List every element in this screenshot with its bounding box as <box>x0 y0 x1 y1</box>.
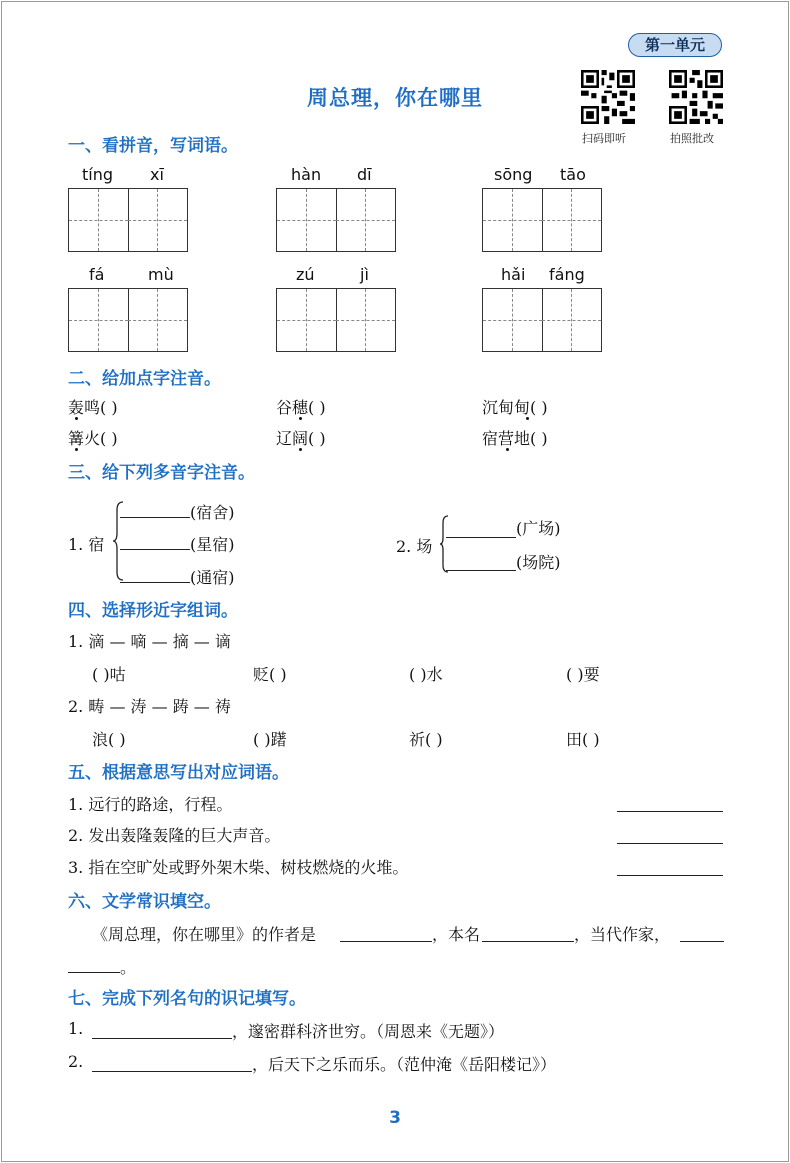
answer-line[interactable] <box>617 843 723 844</box>
pinyin: jì <box>360 265 369 284</box>
answer-line[interactable] <box>446 570 516 571</box>
section-7-title: 七、完成下列名句的识记填写。 <box>68 989 306 1009</box>
answer-line[interactable] <box>120 582 190 583</box>
page-title: 周总理，你在哪里 <box>307 86 483 110</box>
writing-grid[interactable] <box>482 288 602 352</box>
section-6-title: 六、文学常识填空。 <box>68 892 221 912</box>
qr-caption-listen: 扫码即听 <box>582 132 626 145</box>
page-number: 3 <box>389 1108 401 1128</box>
pinyin-item[interactable]: 轰鸣( ) <box>68 398 118 417</box>
word-blank[interactable]: ( )水 <box>409 665 443 684</box>
pinyin-item[interactable]: 沉甸甸( ) <box>482 398 548 417</box>
polyphone-label: 2. 场 <box>396 537 433 556</box>
emphasis-dot <box>75 417 78 420</box>
unit-badge: 第一单元 <box>628 33 722 57</box>
definition-item: 3. 指在空旷处或野外架木柴、树枝燃烧的火堆。 <box>68 858 409 877</box>
pinyin-item[interactable]: 篝火( ) <box>68 429 118 448</box>
definition-item: 1. 远行的路途，行程。 <box>68 795 233 814</box>
answer-line[interactable] <box>617 875 723 876</box>
pinyin: tāo <box>560 165 586 184</box>
answer-line[interactable] <box>482 941 574 942</box>
quote-number: 1. <box>68 1019 84 1038</box>
pinyin: xī <box>150 165 164 184</box>
word-blank[interactable]: ( )躇 <box>253 730 287 749</box>
pinyin: dī <box>357 165 372 184</box>
pinyin: fá <box>89 265 105 284</box>
section-1-title: 一、看拼音，写词语。 <box>68 136 238 156</box>
pinyin: fáng <box>549 265 585 284</box>
polyphone-label: 1. 宿 <box>68 535 105 554</box>
pinyin: mù <box>148 265 174 284</box>
definition-item: 2. 发出轰隆轰隆的巨大声音。 <box>68 826 281 845</box>
pinyin: zú <box>296 265 315 284</box>
answer-line[interactable] <box>120 549 190 550</box>
word-blank[interactable]: ( )咕 <box>92 665 126 684</box>
quote-text: ，后天下之乐而乐。（范仲淹《岳阳楼记》） <box>252 1055 557 1074</box>
polyphone-option: (星宿) <box>190 535 235 554</box>
answer-line[interactable] <box>68 972 120 973</box>
emphasis-dot <box>299 448 302 451</box>
section-3-title: 三、给下列多音字注音。 <box>68 463 255 483</box>
answer-line[interactable] <box>617 811 723 812</box>
qr-caption-grade: 拍照批改 <box>670 132 714 145</box>
writing-grid[interactable] <box>68 188 188 252</box>
pinyin-item[interactable]: 辽阔( ) <box>276 429 326 448</box>
answer-line[interactable] <box>340 941 432 942</box>
writing-grid[interactable] <box>68 288 188 352</box>
pinyin-item[interactable]: 宿营地( ) <box>482 429 548 448</box>
emphasis-dot <box>299 417 302 420</box>
polyphone-option: (广场) <box>516 519 561 538</box>
pinyin: hǎi <box>501 265 526 284</box>
word-blank[interactable]: 贬( ) <box>253 665 287 684</box>
left-brace-icon <box>439 514 449 574</box>
answer-line[interactable] <box>680 941 724 942</box>
similar-chars-group: 2. 畴 — 涛 — 踌 — 祷 <box>68 697 231 716</box>
word-blank[interactable]: 浪( ) <box>92 730 126 749</box>
pinyin: hàn <box>291 165 322 184</box>
left-brace-icon <box>112 500 124 582</box>
pinyin: tíng <box>82 165 114 184</box>
section-4-title: 四、选择形近字组词。 <box>68 601 238 621</box>
answer-line[interactable] <box>120 517 190 518</box>
answer-line[interactable] <box>92 1038 232 1039</box>
emphasis-dot <box>75 448 78 451</box>
emphasis-dot <box>526 417 529 420</box>
word-blank[interactable]: ( )要 <box>566 665 600 684</box>
similar-chars-group: 1. 滴 — 嘀 — 摘 — 谪 <box>68 632 231 651</box>
fill-text: ，当代作家， <box>574 925 671 944</box>
answer-line[interactable] <box>92 1071 252 1072</box>
polyphone-option: (通宿) <box>190 568 235 587</box>
writing-grid[interactable] <box>482 188 602 252</box>
answer-line[interactable] <box>446 537 516 538</box>
quote-text: ，邃密群科济世穷。（周恩来《无题》） <box>232 1022 505 1041</box>
quote-number: 2. <box>68 1052 84 1071</box>
polyphone-option: (宿舍) <box>190 503 235 522</box>
pinyin-item[interactable]: 谷穗( ) <box>276 398 326 417</box>
emphasis-dot <box>506 448 509 451</box>
polyphone-option: (场院) <box>516 553 561 572</box>
writing-grid[interactable] <box>276 288 396 352</box>
section-5-title: 五、根据意思写出对应词语。 <box>68 763 289 783</box>
fill-text: ，本名 <box>432 925 481 944</box>
pinyin: sōng <box>494 165 533 184</box>
fill-text: 。 <box>120 958 137 977</box>
word-blank[interactable]: 祈( ) <box>409 730 443 749</box>
word-blank[interactable]: 田( ) <box>566 730 600 749</box>
writing-grid[interactable] <box>276 188 396 252</box>
section-2-title: 二、给加点字注音。 <box>68 369 221 389</box>
qr-code-listen-icon[interactable] <box>581 70 635 124</box>
qr-code-grade-icon[interactable] <box>669 70 723 124</box>
fill-text: 《周总理，你在哪里》的作者是 <box>92 925 317 944</box>
